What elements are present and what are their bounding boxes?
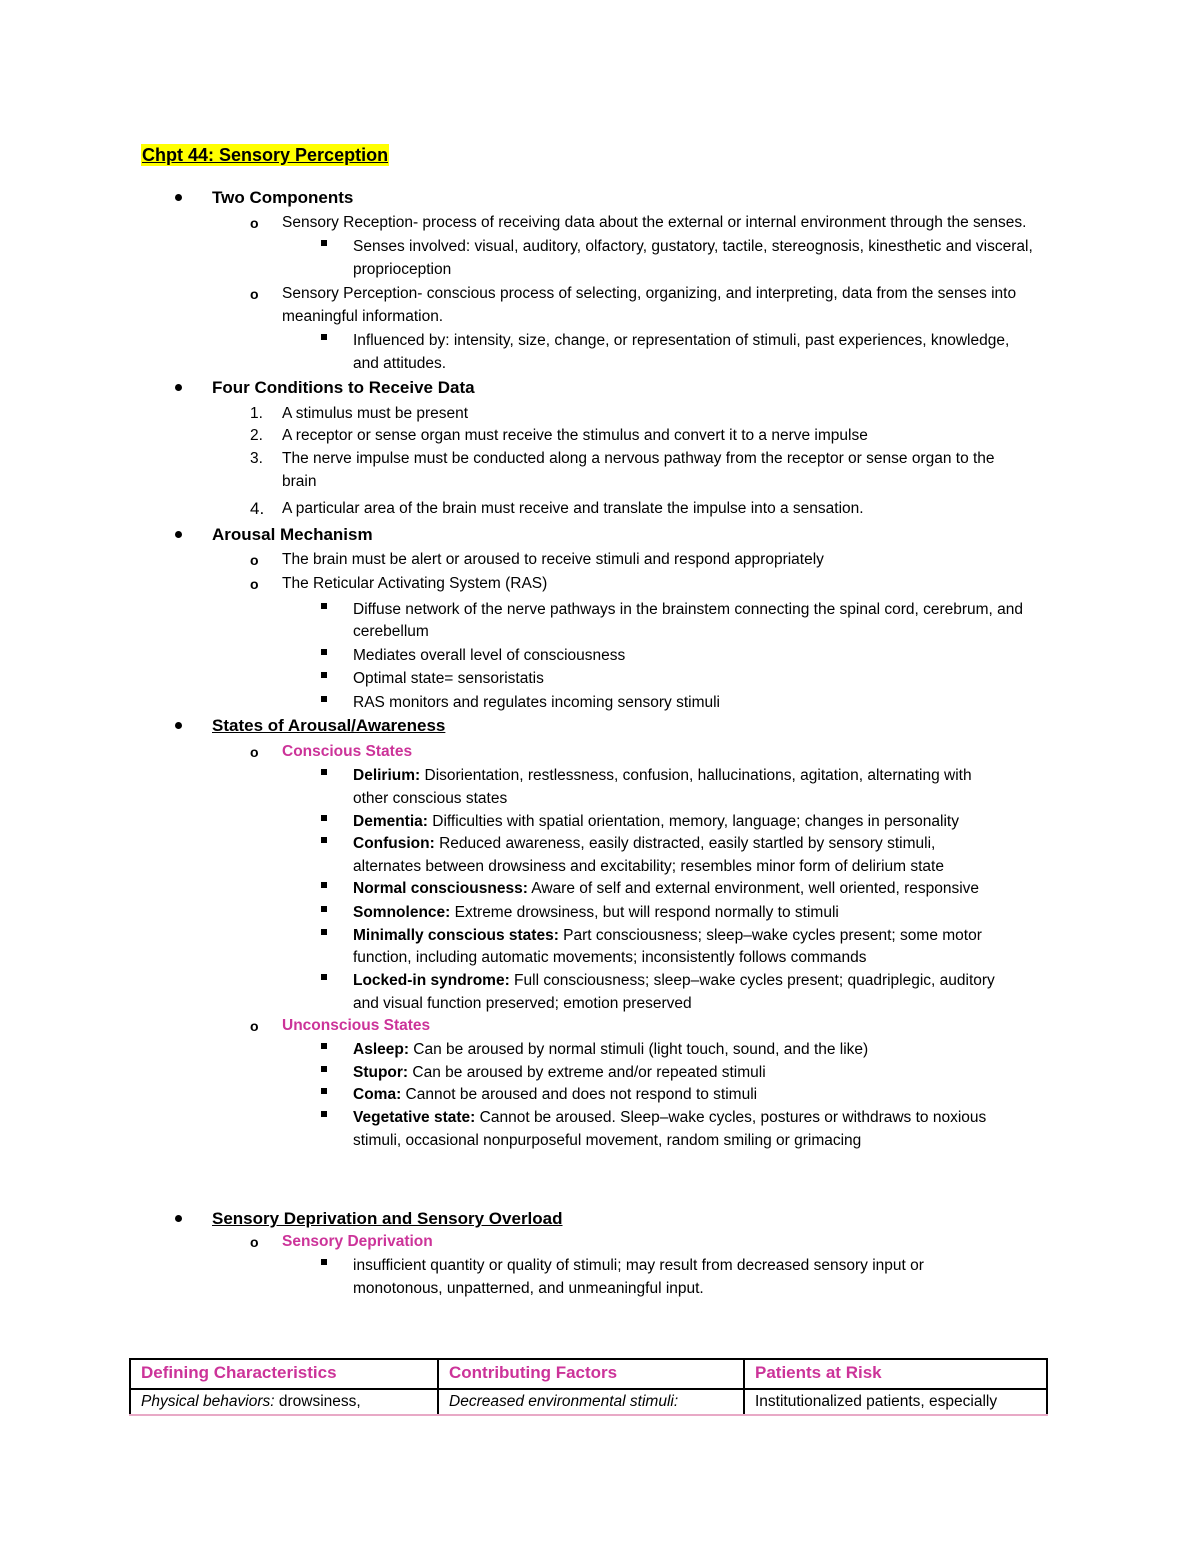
term: Dementia: [353,813,428,830]
heading-four-conditions: Four Conditions to Receive Data [212,378,475,397]
definition: Difficulties with spatial orientation, memory, language; changes in personality [427,813,959,830]
table-cell [130,1389,438,1415]
definition: Part consciousness; sleep–wake cycles present; some motor [558,927,982,944]
bullet-dot-icon [175,1215,182,1222]
list-item [353,1085,757,1105]
term: Confusion: [353,835,435,852]
heading-states-of-arousal: States of Arousal/Awareness [212,716,446,735]
bullet-square-icon [321,334,327,340]
term: Locked-in syndrome: [353,972,510,989]
bullet-square-icon [321,815,327,821]
list-item: Mediates overall level of consciousness [353,647,626,664]
list-item-continued: alternates between drowsiness and excitability; resembles minor form of delirium state [353,858,944,875]
definition: Extreme drowsiness, but will respond normally to stimuli [450,904,839,921]
list-item-continued: proprioception [353,261,452,278]
list-item [353,971,995,991]
subheading-unconscious-states: Unconscious States [282,1017,431,1034]
list-item-continued: cerebellum [353,623,429,640]
bullet-dot-icon [175,531,182,538]
list-item: A receptor or sense organ must receive the stimulus and convert it to a nerve impulse [282,427,868,444]
bullet-square-icon [321,769,327,775]
definition: Cannot be aroused and does not respond to stimuli [401,1086,758,1103]
heading-two-components: Two Components [212,188,354,207]
definition: Cannot be aroused. Sleep–wake cycles, postures or withdraws to noxious [475,1109,987,1126]
definition: Disorientation, restlessness, confusion, hallucinations, agitation, alternating with [420,767,972,784]
subheading-conscious-states: Conscious States [282,743,413,760]
list-item: The Reticular Activating System (RAS) [282,575,548,592]
list-item: The brain must be alert or aroused to receive stimuli and respond appropriately [282,551,824,568]
list-item-continued: meaningful information. [282,308,444,325]
list-item-continued: monotonous, unpatterned, and unmeaningful input. [353,1280,704,1297]
list-number: 3. [250,450,263,467]
definition: Can be aroused by extreme and/or repeated stimuli [408,1064,766,1081]
list-number: 1. [250,405,263,422]
bullet-dot-icon [175,384,182,391]
definition: Aware of self and external environment, well oriented, responsive [527,880,980,897]
list-item: The nerve impulse must be conducted along a nervous pathway from the receptor or sense organ to the [282,450,995,467]
list-number: 4. [250,499,265,518]
list-item [353,926,982,946]
bullet-o-icon: o [250,215,259,231]
bullet-square-icon [321,1259,327,1265]
table-header-row [130,1359,1047,1389]
bullet-o-icon: o [250,576,259,592]
bullet-square-icon [321,1088,327,1094]
list-item: Optimal state= sensoristatis [353,670,544,687]
term: Somnolence: [353,904,451,921]
bullet-square-icon [321,1043,327,1049]
list-item-continued: stimuli, occasional nonpurposeful movement, random smiling or grimacing [353,1132,862,1149]
list-item [353,879,979,899]
bullet-square-icon [321,974,327,980]
deprivation-table [129,1358,1048,1416]
cell-text: drowsiness, [274,1393,361,1410]
term: Vegetative state: [353,1109,476,1126]
term: Minimally conscious states: [353,927,559,944]
list-item-continued: and attitudes. [353,355,447,372]
list-item [353,1040,868,1060]
bullet-square-icon [321,1111,327,1117]
bullet-square-icon [321,672,327,678]
bullet-dot-icon [175,194,182,201]
table-cell: Institutionalized patients, especially [744,1389,1047,1415]
cell-italic-label: Decreased environmental stimuli: [449,1393,679,1410]
term: Delirium: [353,767,421,784]
bullet-o-icon: o [250,1234,259,1250]
definition: Full consciousness; sleep–wake cycles present; quadriplegic, auditory [509,972,995,989]
list-item [353,1063,766,1083]
list-item [353,766,972,786]
bullet-o-icon: o [250,552,259,568]
list-item [353,1108,986,1128]
bullet-o-icon: o [250,744,259,760]
list-item-continued: other conscious states [353,790,508,807]
list-item-continued: and visual function preserved; emotion preserved [353,995,692,1012]
term: Coma: [353,1086,402,1103]
bullet-square-icon [321,906,327,912]
table-header-cell: Defining Characteristics [130,1359,438,1389]
list-number: 2. [250,427,263,444]
list-item: Senses involved: visual, auditory, olfactory, gustatory, tactile, stereognosis, kinesthetic and visceral, [353,238,1033,255]
list-item: Sensory Reception- process of receiving data about the external or internal environment through the senses. [282,214,1027,231]
definition: Can be aroused by normal stimuli (light touch, sound, and the like) [409,1041,869,1058]
bullet-square-icon [321,929,327,935]
bullet-square-icon [321,240,327,246]
list-item [353,903,839,923]
cell-italic-label: Physical behaviors: [141,1393,275,1410]
list-item: insufficient quantity or quality of stimuli; may result from decreased sensory input or [353,1257,924,1274]
bullet-square-icon [321,603,327,609]
list-item: A stimulus must be present [282,405,469,422]
table-cell [438,1389,744,1415]
bullet-o-icon: o [250,286,259,302]
list-item: Diffuse network of the nerve pathways in the brainstem connecting the spinal cord, cerebrum, and [353,601,1024,618]
table-row [130,1389,1047,1415]
list-item-continued: brain [282,473,317,490]
term: Asleep: [353,1041,409,1058]
bullet-square-icon [321,837,327,843]
list-item: Sensory Perception- conscious process of selecting, organizing, and interpreting, data from the senses into [282,285,1017,302]
bullet-o-icon: o [250,1018,259,1034]
bullet-square-icon [321,882,327,888]
list-item: Influenced by: intensity, size, change, or representation of stimuli, past experiences, knowledge, [353,332,1010,349]
term: Normal consciousness: [353,880,528,897]
table-header-cell: Patients at Risk [744,1359,1047,1389]
list-item: A particular area of the brain must receive and translate the impulse into a sensation. [282,500,864,517]
bullet-square-icon [321,696,327,702]
list-item: RAS monitors and regulates incoming sensory stimuli [353,694,720,711]
bullet-square-icon [321,1066,327,1072]
definition: Reduced awareness, easily distracted, easily startled by sensory stimuli, [434,835,936,852]
page-title: Chpt 44: Sensory Perception [142,145,389,165]
bullet-square-icon [321,649,327,655]
heading-arousal-mechanism: Arousal Mechanism [212,525,373,544]
term: Stupor: [353,1064,409,1081]
bullet-dot-icon [175,722,182,729]
list-item-continued: function, including automatic movements; inconsistently follows commands [353,949,867,966]
list-item [353,812,959,832]
heading-sensory-deprivation-overload: Sensory Deprivation and Sensory Overload [212,1209,563,1228]
table-header-cell: Contributing Factors [438,1359,744,1389]
subheading-sensory-deprivation: Sensory Deprivation [282,1233,433,1250]
list-item [353,834,935,854]
